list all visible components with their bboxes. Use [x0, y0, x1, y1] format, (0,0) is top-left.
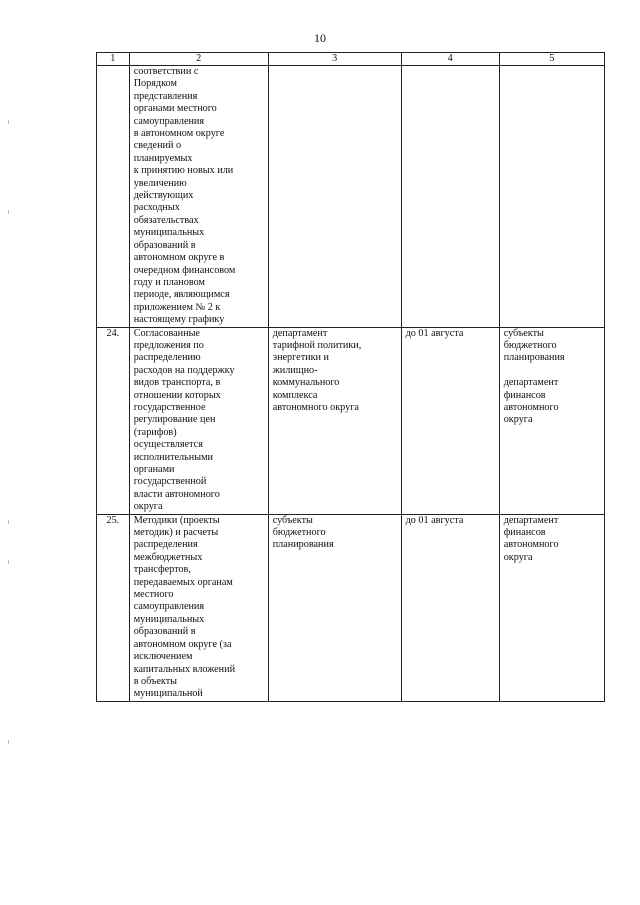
description-line: органами местного: [133, 103, 217, 115]
deadline-cell: [401, 514, 499, 701]
deadline-cell: [401, 66, 499, 328]
description-line: (тарифов): [133, 426, 177, 438]
description-line: расходных: [133, 202, 180, 214]
recipient-cell: [499, 327, 604, 514]
description-line: капитальных вложений: [133, 663, 236, 675]
recipient-line: округа: [503, 414, 533, 426]
description-line: автономном округе в: [133, 252, 225, 264]
description-line: очередном финансовом: [133, 264, 236, 276]
column-number-5: 5: [499, 53, 604, 66]
description-line: самоуправления: [133, 115, 205, 127]
responsible-line: энергетики и: [272, 352, 330, 364]
description-line: Согласованные: [133, 327, 200, 339]
recipient-line: автономного: [503, 401, 559, 413]
description-line: государственной: [133, 476, 207, 488]
recipient-line: округа: [503, 551, 533, 563]
column-number-3: 3: [268, 53, 401, 66]
description-line: распределения: [133, 539, 198, 551]
description-line: сведений о: [133, 140, 182, 152]
deadline-text: до 01 августа: [405, 514, 464, 526]
row-number-cell: 24.: [97, 327, 130, 514]
description-line: увеличению: [133, 177, 187, 189]
recipient-spacer: [504, 365, 600, 377]
description-line: исполнительными: [133, 451, 213, 463]
scan-mark: [8, 740, 9, 744]
responsible-line: коммунального: [272, 377, 340, 389]
recipient-cell: [499, 66, 604, 328]
recipient-line: департамент: [503, 377, 559, 389]
description-cell: [129, 514, 268, 701]
description-line: власти автономного: [133, 488, 220, 500]
table-row-continuation: [97, 66, 605, 328]
description-line: расходов на поддержку: [133, 364, 235, 376]
description-line: планируемых: [133, 152, 193, 164]
description-line: муниципальных: [133, 227, 205, 239]
column-number-1: 1: [97, 53, 130, 66]
responsible-line: жилищно-: [272, 364, 318, 376]
description-line: самоуправления: [133, 601, 205, 613]
description-line: настоящему графику: [133, 314, 225, 326]
deadline-text: до 01 августа: [405, 327, 464, 339]
description-line: муниципальной: [133, 688, 203, 700]
description-line: образований в: [133, 626, 196, 638]
recipient-line: финансов: [503, 389, 546, 401]
description-line: трансфертов,: [133, 564, 191, 576]
column-number-4: 4: [401, 53, 499, 66]
recipient-line: планирования: [503, 352, 565, 364]
scan-mark: [8, 210, 9, 214]
description-line: видов транспорта, в: [133, 377, 221, 389]
description-line: Методики (проекты: [133, 514, 220, 526]
description-line: округа: [133, 501, 163, 513]
responsible-line: бюджетного: [272, 527, 326, 539]
description-line: Порядком: [133, 78, 177, 90]
description-line: местного: [133, 589, 174, 601]
description-line: обязательствах: [133, 214, 199, 226]
description-line: органами: [133, 464, 175, 475]
description-line: межбюджетных: [133, 551, 203, 563]
description-line: исключением: [133, 651, 193, 663]
table-row-24: [97, 327, 605, 514]
column-number-row: [97, 53, 605, 66]
recipient-line: департамент: [503, 514, 559, 526]
scan-mark: [8, 560, 9, 564]
description-cell: [129, 66, 268, 328]
scan-mark: [8, 120, 9, 124]
deadline-cell: [401, 327, 499, 514]
column-number-2: 2: [129, 53, 268, 66]
description-line: соответствии с: [133, 66, 199, 77]
description-line: действующих: [133, 190, 194, 202]
responsible-cell: [268, 327, 401, 514]
description-cell: [129, 327, 268, 514]
description-line: периоде, являющимся: [133, 289, 230, 301]
description-line: году и плановом: [133, 276, 205, 288]
description-line: муниципальных: [133, 613, 205, 625]
recipient-line: бюджетного: [503, 339, 557, 351]
description-line: к принятию новых или: [133, 165, 234, 177]
description-line: передаваемых органам: [133, 576, 233, 588]
description-line: в объекты: [133, 675, 177, 687]
responsible-cell: [268, 514, 401, 701]
description-line: распределению: [133, 352, 201, 364]
row-number-cell: 25.: [97, 514, 130, 701]
recipient-line: субъекты: [503, 327, 544, 339]
recipient-line: автономного: [503, 539, 559, 551]
responsible-line: планирования: [272, 539, 334, 551]
description-line: в автономном округе: [133, 128, 225, 140]
description-line: предложения по: [133, 339, 204, 351]
description-line: государственное: [133, 401, 206, 413]
description-line: приложением № 2 к: [133, 301, 221, 313]
description-line: методик) и расчеты: [133, 527, 219, 539]
description-line: автономном округе (за: [133, 638, 232, 650]
row-number-cell: [97, 66, 130, 328]
scan-mark: [8, 520, 9, 524]
schedule-table: [96, 52, 605, 702]
table-row-25: [97, 514, 605, 701]
description-line: осуществляется: [133, 439, 203, 451]
recipient-line: финансов: [503, 527, 546, 539]
responsible-line: тарифной политики,: [272, 339, 362, 351]
responsible-line: департамент: [272, 327, 328, 339]
description-line: регулирование цен: [133, 414, 216, 426]
responsible-line: комплекса: [272, 389, 318, 401]
responsible-line: субъекты: [272, 514, 313, 526]
responsible-cell: [268, 66, 401, 328]
description-line: образований в: [133, 239, 196, 251]
responsible-line: автономного округа: [272, 401, 359, 413]
page-number: 10: [314, 31, 326, 45]
description-line: представления: [133, 90, 198, 102]
description-line: отношении которых: [133, 389, 221, 401]
recipient-cell: [499, 514, 604, 701]
